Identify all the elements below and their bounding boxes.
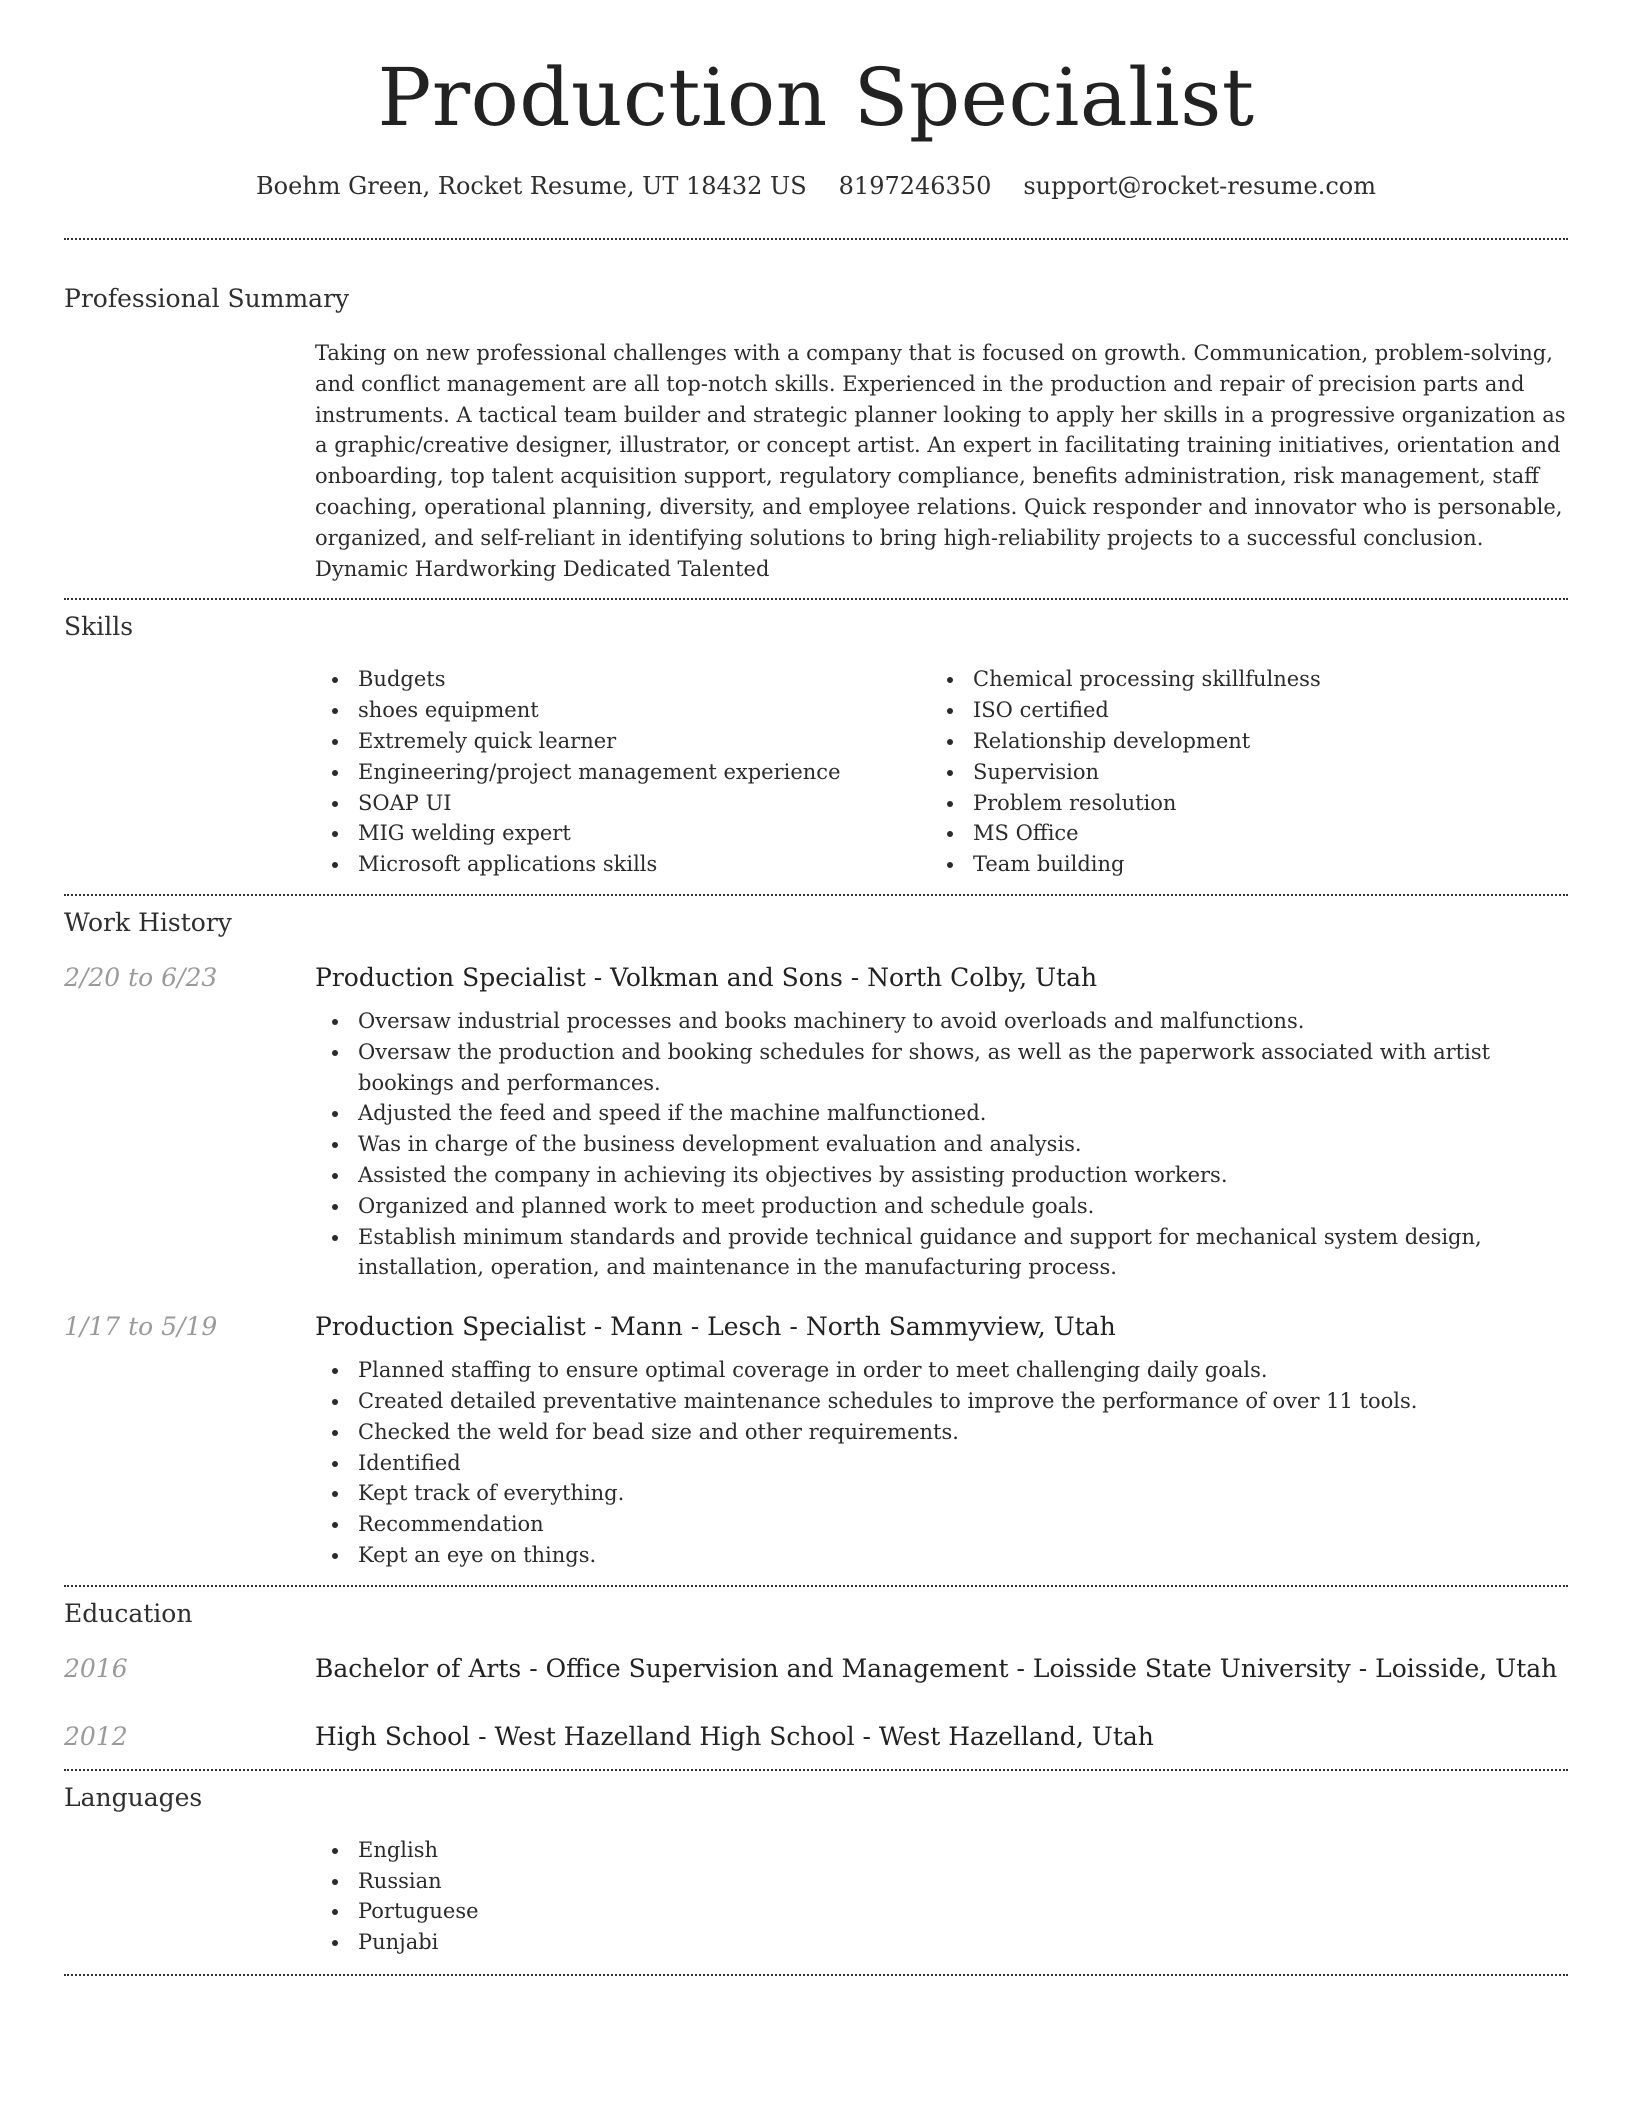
education-heading: High School - West Hazelland High School - West Hazelland, Utah: [315, 1721, 1154, 1751]
list-item: Russian: [315, 1866, 1568, 1897]
job-dates: 1/17 to 5/19: [64, 1312, 218, 1342]
skills-grid: [315, 664, 1568, 894]
contact-email: support@rocket-resume.com: [1023, 172, 1376, 200]
list-item: Punjabi: [315, 1927, 1568, 1958]
languages-list: [315, 1835, 1568, 1974]
list-item: Assisted the company in achieving its objectives by assisting production workers.: [315, 1160, 1568, 1191]
list-item: Adjusted the feed and speed if the machine malfunctioned.: [315, 1098, 1568, 1129]
list-item: Microsoft applications skills: [315, 849, 930, 880]
list-item: Oversaw industrial processes and books machinery to avoid overloads and malfunctions.: [315, 1006, 1568, 1037]
languages-section: [64, 1771, 1568, 1974]
list-item: Organized and planned work to meet production and schedule goals.: [315, 1191, 1568, 1222]
list-item: Chemical processing skillfulness: [930, 664, 1545, 695]
list-item: shoes equipment: [315, 695, 930, 726]
education-date: 2016: [64, 1653, 128, 1683]
contact-address: Boehm Green, Rocket Resume, UT 18432 US: [256, 172, 807, 200]
list-item: MS Office: [930, 818, 1545, 849]
summary-text: Taking on new professional challenges with a company that is focused on growth. Communication, problem-solving, and conflict management are all top-notch skills. Experienced in the production and repair of precision parts and instruments. A tactical team builder and strategic planner looking to apply her skills in a progressive organization as a graphic/creative designer, illustrator, or concept artist. An expert in facilitating training initiatives, orientation and onboarding, top talent acquisition support, regulatory compliance, benefits administration, risk management, staff coaching, operational planning, diversity, and employee relations. Quick responder and innovator who is personable, organized, and self-reliant in identifying solutions to bring high-reliability projects to a successful conclusion. Dynamic Hardworking Dedicated Talented: [315, 341, 1566, 581]
list-item: Extremely quick learner: [315, 726, 930, 757]
list-item: Portuguese: [315, 1896, 1568, 1927]
section-title-languages: Languages: [64, 1782, 203, 1812]
job-heading: Production Specialist - Volkman and Sons - North Colby, Utah: [315, 962, 1098, 992]
job-bullets: [315, 1006, 1568, 1283]
job-entry: [64, 1309, 1568, 1585]
list-item: Created detailed preventative maintenance schedules to improve the performance of over 11 tools.: [315, 1386, 1568, 1417]
list-item: Problem resolution: [930, 788, 1545, 819]
list-item: Establish minimum standards and provide technical guidance and support for mechanical system design, installation, operation, and maintenance in the manufacturing process.: [315, 1222, 1568, 1284]
list-item: English: [315, 1835, 1568, 1866]
education-section: [64, 1587, 1568, 1769]
list-item: MIG welding expert: [315, 818, 930, 849]
job-bullets: [315, 1355, 1568, 1585]
summary-section: [64, 240, 1568, 598]
list-item: SOAP UI: [315, 788, 930, 819]
skills-list-right: [930, 664, 1545, 880]
section-title-work: Work History: [64, 907, 232, 937]
job-heading: Production Specialist - Mann - Lesch - North Sammyview, Utah: [315, 1312, 1116, 1342]
list-item: Oversaw the production and booking schedules for shows, as well as the paperwork associated with artist bookings and performances.: [315, 1037, 1568, 1099]
list-item: Team building: [930, 849, 1545, 880]
list-item: Budgets: [315, 664, 930, 695]
list-item: Kept track of everything.: [315, 1478, 1568, 1509]
section-title-skills: Skills: [64, 612, 134, 642]
list-item: Engineering/project management experience: [315, 757, 930, 788]
education-heading: Bachelor of Arts - Office Supervision and Management - Loisside State University - Loisside, Utah: [315, 1653, 1558, 1683]
list-item: Kept an eye on things.: [315, 1540, 1568, 1571]
skills-list-left: [315, 664, 930, 880]
section-title-summary: Professional Summary: [64, 284, 350, 313]
education-date: 2012: [64, 1721, 128, 1751]
job-dates: 2/20 to 6/23: [64, 962, 218, 992]
divider: [64, 1974, 1568, 1976]
list-item: Identified: [315, 1448, 1568, 1479]
skills-section: [64, 600, 1568, 894]
list-item: Checked the weld for bead size and other requirements.: [315, 1417, 1568, 1448]
list-item: Planned staffing to ensure optimal coverage in order to meet challenging daily goals.: [315, 1355, 1568, 1386]
work-section: [64, 896, 1568, 1585]
list-item: Relationship development: [930, 726, 1545, 757]
list-item: Recommendation: [315, 1509, 1568, 1540]
list-item: Supervision: [930, 757, 1545, 788]
education-entry: [64, 1651, 1568, 1687]
contact-line: [64, 168, 1568, 204]
list-item: Was in charge of the business development evaluation and analysis.: [315, 1129, 1568, 1160]
section-title-education: Education: [64, 1598, 193, 1628]
contact-phone: 8197246350: [838, 172, 992, 200]
list-item: ISO certified: [930, 695, 1545, 726]
job-entry: [64, 960, 1568, 1283]
candidate-name: Production Specialist: [377, 51, 1255, 144]
education-entry: [64, 1719, 1568, 1769]
